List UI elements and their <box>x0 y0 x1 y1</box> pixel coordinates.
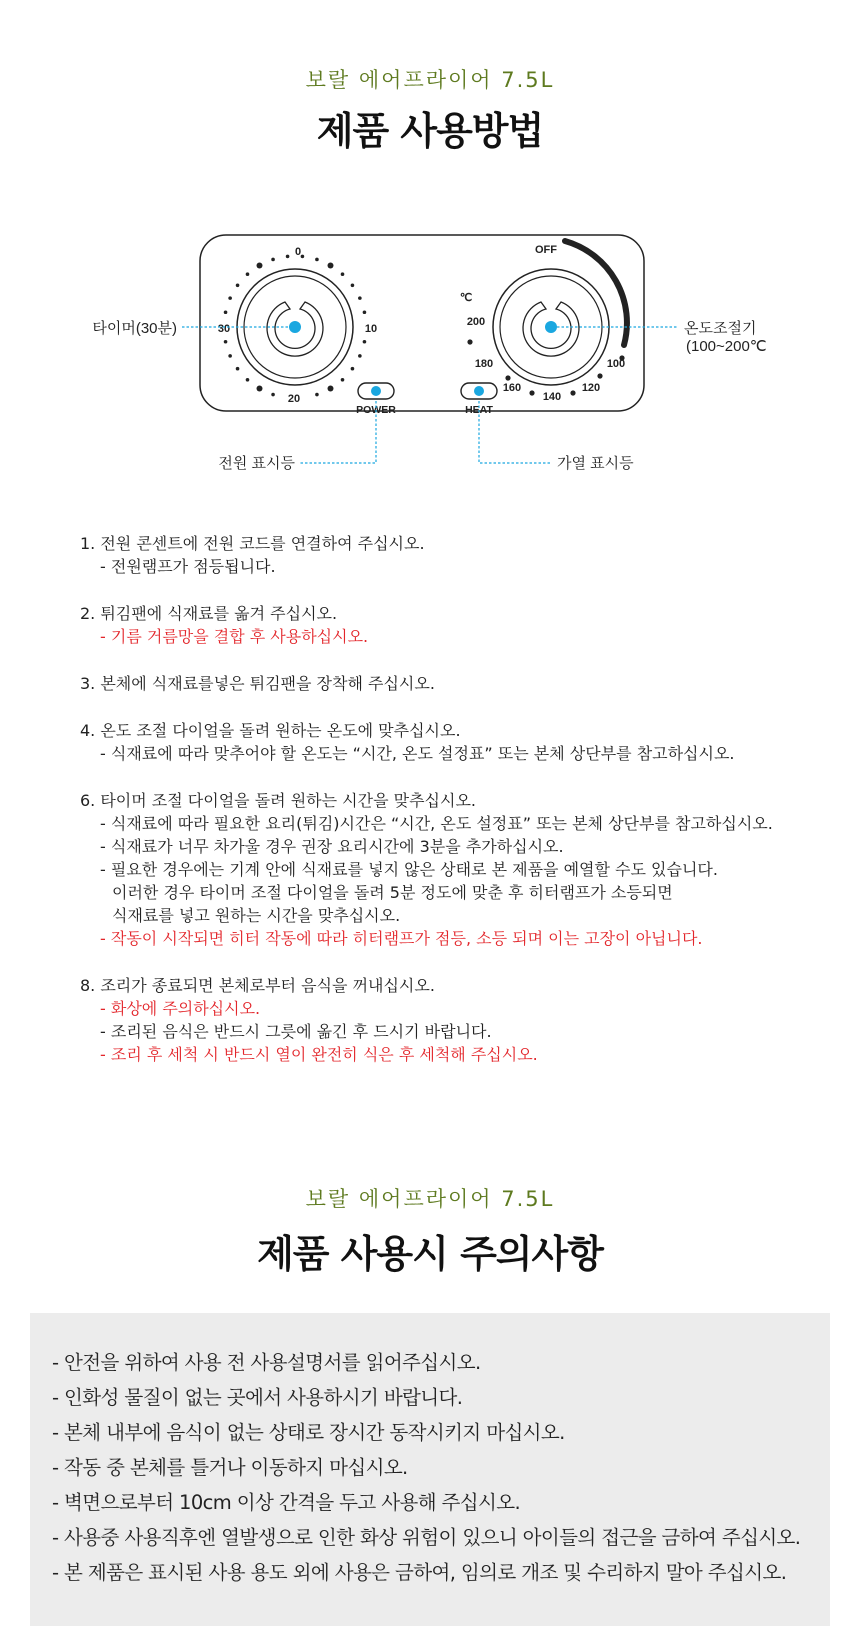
scale-dot <box>315 258 319 262</box>
step-note: - 식재료가 너무 차가울 경우 권장 요리시간에 3분을 추가하십시오. <box>100 837 564 856</box>
temp-tick-180: 180 <box>474 358 494 370</box>
step-warning: - 작동이 시작되면 히터 작동에 따라 히터램프가 점등, 소등 되며 이는 고장이 아닙니다. <box>100 929 703 948</box>
scale-dot <box>341 272 345 276</box>
scale-dot <box>341 378 345 382</box>
scale-dot <box>246 272 250 276</box>
temperature-dial[interactable] <box>493 269 609 385</box>
timer-tick-20: 20 <box>287 393 301 405</box>
step-title: 6. 타이머 조절 다이얼을 돌려 원하는 시간을 맞추십시오. <box>80 791 476 810</box>
timer-dial-center-dot <box>289 321 301 333</box>
scale-dot <box>236 283 240 287</box>
caution-item: - 안전을 위하여 사용 전 사용설명서를 읽어주십시오. <box>52 1351 481 1374</box>
scale-dot <box>271 393 275 397</box>
step-note: - 필요한 경우에는 기계 안에 식재료를 넣지 않은 상태로 본 제품을 예열할 수도 있습니다. <box>100 860 718 879</box>
step-warning: - 화상에 주의하십시오. <box>100 999 261 1018</box>
scale-dot <box>271 258 275 262</box>
scale-dot <box>363 340 367 344</box>
callout-temp-line2: (100~200℃ <box>686 338 767 355</box>
scale-dot <box>315 393 319 397</box>
heat-label: HEAT <box>465 404 493 416</box>
scale-dot <box>236 367 240 371</box>
scale-dot <box>224 340 228 344</box>
usage-steps <box>80 532 820 1090</box>
scale-dot <box>351 367 355 371</box>
temp-tick-120: 120 <box>581 382 601 394</box>
section1-brand: 보랄 에어프라이어 7.5L <box>305 68 555 92</box>
scale-dot <box>358 354 362 358</box>
step-item <box>80 672 820 695</box>
caution-item: - 벽면으로부터 10cm 이상 간격을 두고 사용해 주십시오. <box>52 1491 521 1514</box>
step-title: 4. 온도 조절 다이얼을 돌려 원하는 온도에 맞추십시오. <box>80 721 461 740</box>
scale-dot <box>328 385 334 391</box>
timer-tick-0: 0 <box>294 246 302 258</box>
timer-tick-30: 30 <box>217 323 231 335</box>
step-item <box>80 789 820 950</box>
section2-title: 제품 사용시 주의사항 <box>257 1232 603 1276</box>
scale-dot <box>358 296 362 300</box>
step-item <box>80 602 820 648</box>
timer-tick-10: 10 <box>364 323 378 335</box>
scale-dot <box>286 255 290 259</box>
section1-title: 제품 사용방법 <box>316 109 544 153</box>
step-note: - 전원램프가 점등됩니다. <box>100 557 276 576</box>
step-item <box>80 974 820 1066</box>
scale-dot <box>228 354 232 358</box>
temperature-dial-center-dot <box>545 321 557 333</box>
scale-dot <box>467 339 472 344</box>
temperature-arc <box>565 241 627 345</box>
scale-dot <box>597 373 602 378</box>
caution-item: - 사용중 사용직후엔 열발생으로 인한 화상 위험이 있으니 아이들의 접근을 금하여 주십시오. <box>52 1526 801 1549</box>
scale-dot <box>363 310 367 314</box>
step-item <box>80 532 820 578</box>
caution-box <box>30 1313 830 1626</box>
step-title: 1. 전원 콘센트에 전원 코드를 연결하여 주십시오. <box>80 534 425 553</box>
callout-power: 전원 표시등 <box>218 455 295 472</box>
step-warning: - 조리 후 세척 시 반드시 열이 완전히 식은 후 세척해 주십시오. <box>100 1045 538 1064</box>
scale-dot <box>351 283 355 287</box>
step-note: - 조리된 음식은 반드시 그릇에 옮긴 후 드시기 바랍니다. <box>100 1022 492 1041</box>
caution-item: - 본체 내부에 음식이 없는 상태로 장시간 동작시키지 마십시오. <box>52 1421 565 1444</box>
temp-celsius: ℃ <box>459 292 473 304</box>
callout-temp-line1: 온도조절기 <box>684 320 757 337</box>
scale-dot <box>228 296 232 300</box>
temp-tick-140: 140 <box>542 391 562 403</box>
step-item <box>80 719 820 765</box>
callout-timer: 타이머(30분) <box>92 320 177 337</box>
temp-tick-off: OFF <box>535 244 557 256</box>
scale-dot <box>246 378 250 382</box>
temp-tick-160: 160 <box>502 382 522 394</box>
power-indicator-lamp <box>358 383 394 399</box>
step-note: 이러한 경우 타이머 조절 다이얼을 돌려 5분 정도에 맞춘 후 히터램프가 소등되면 <box>112 883 673 902</box>
step-title: 8. 조리가 종료되면 본체로부터 음식을 꺼내십시오. <box>80 976 435 995</box>
step-title: 3. 본체에 식재료를넣은 튀김팬을 장착해 주십시오. <box>80 674 435 693</box>
step-note: - 식재료에 따라 필요한 요리(튀김)시간은 “시간, 온도 설정표” 또는 본체 상단부를 참고하십시오. <box>100 814 773 833</box>
scale-dot <box>257 263 263 269</box>
caution-item: - 인화성 물질이 없는 곳에서 사용하시기 바랍니다. <box>52 1386 463 1409</box>
step-note: - 식재료에 따라 맞추어야 할 온도는 “시간, 온도 설정표” 또는 본체 상단부를 참고하십시오. <box>100 744 735 763</box>
step-note: 식재료를 넣고 원하는 시간을 맞추십시오. <box>112 906 401 925</box>
section2-brand: 보랄 에어프라이어 7.5L <box>305 1187 555 1211</box>
power-label: POWER <box>356 404 396 416</box>
caution-item: - 본 제품은 표시된 사용 용도 외에 사용은 금하여, 임의로 개조 및 수리하지 말아 주십시오. <box>52 1561 787 1584</box>
scale-dot <box>328 263 334 269</box>
scale-dot <box>224 310 228 314</box>
scale-dot <box>529 390 534 395</box>
control-panel-outline <box>200 235 644 411</box>
scale-dot <box>570 390 575 395</box>
scale-dot <box>301 255 305 259</box>
scale-dot <box>257 385 263 391</box>
heat-indicator-lamp <box>461 383 497 399</box>
step-title: 2. 튀김팬에 식재료를 옮겨 주십시오. <box>80 604 338 623</box>
caution-list <box>52 1345 800 1590</box>
temp-tick-100: 100 <box>606 358 626 370</box>
caution-item: - 작동 중 본체를 틀거나 이동하지 마십시오. <box>52 1456 408 1479</box>
step-warning: - 기름 거름망을 결합 후 사용하십시오. <box>100 627 369 646</box>
callout-heat: 가열 표시등 <box>557 455 634 472</box>
callout-lines <box>182 327 678 463</box>
control-panel-diagram <box>0 225 860 475</box>
temp-tick-200: 200 <box>466 316 486 328</box>
scale-dot <box>505 375 510 380</box>
